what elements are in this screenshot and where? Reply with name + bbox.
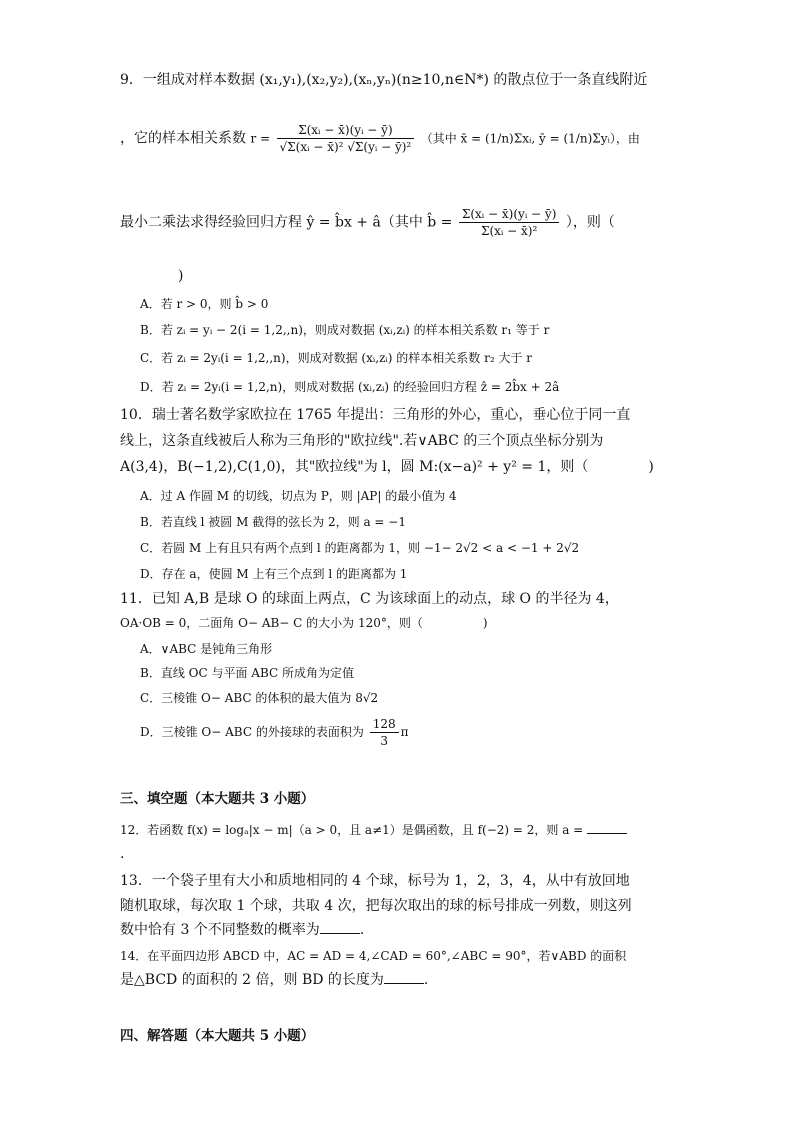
q13-answer-blank [320, 919, 360, 934]
b-formula [459, 206, 560, 239]
q9-text-d: ），则（ [565, 214, 615, 231]
q10-stem-line2: 线上，这条直线被后人称为三角形的"欧拉线".若∨ABC 的三个顶点坐标分别为 [120, 433, 604, 449]
q9-stem-line2 [120, 122, 703, 155]
q10-stem-line1: 10．瑞士著名数学家欧拉在 1765 年提出：三角形的外心，重心，垂心位于同一直 [120, 407, 631, 423]
q11-text: OA·OB = 0，二面角 O− AB− C 的大小为 120°，则（ [120, 616, 423, 630]
q10-option-a: A．过 A 作圆 M 的切线，切点为 P，则 |AP| 的最小值为 4 [140, 489, 457, 503]
b-denominator: Σ(xᵢ − x̄)² [480, 224, 538, 238]
q14-stem-line1: 14．在平面四边形 ABCD 中，AC = AD = 4,∠CAD = 60°,∠ABC = 90°，若∨ABD 的面积 [120, 949, 627, 963]
q10-text: A(3,4)，B(−1,2),C(1,0)，其"欧拉线"为 l，圆 M:(x−a)² + y² = 1，则（ [120, 459, 589, 475]
q12-stem-line1 [120, 818, 703, 842]
q13-stem-line1: 13．一个袋子里有大小和质地相同的 4 个球，标号为 1，2，3，4，从中有放回地 [120, 873, 630, 889]
q9-stem-line1: 9．一组成对样本数据 (x₁,y₁),(x₂,y₂),(xₙ,yₙ)(n≥10,n∈N*) 的散点位于一条直线附近 [120, 72, 648, 88]
q14-period: . [423, 972, 429, 988]
q9-stem-line3 [120, 206, 703, 239]
b-numerator: Σ(xᵢ − x̄)(yᵢ − ȳ) [459, 206, 560, 223]
r-denominator: √Σ(xᵢ − x̄)² √Σ(yᵢ − ȳ)² [279, 140, 412, 154]
q11-d-pi: π [400, 725, 409, 739]
q9-text-b: （其中 x̄ = (1/n)Σxᵢ, ȳ = (1/n)Σyᵢ），由 [420, 131, 640, 146]
q12-period: . [120, 846, 125, 862]
q13-period: . [359, 922, 365, 938]
q14-text: 是△BCD 的面积的 2 倍，则 BD 的长度为 [120, 972, 384, 988]
q13-stem-line2: 随机取球，每次取 1 个球，共取 4 次，把每次取出的球的标号排成一列数，则这列 [120, 898, 632, 914]
q11-stem-line1: 11．已知 A,B 是球 O 的球面上两点，C 为该球面上的动点，球 O 的半径为 4， [120, 591, 619, 607]
q14-stem-line2 [120, 968, 703, 992]
q11-option-c: C．三棱锥 O− ABC 的体积的最大值为 8√2 [140, 691, 379, 705]
q11-option-d [140, 716, 703, 749]
q11-paren-close: ) [482, 616, 488, 630]
q10-stem-line3 [120, 455, 703, 479]
q10-option-d: D．存在 a，使圆 M 上有三个点到 l 的距离都为 1 [140, 567, 408, 581]
q10-option-c: C．若圆 M 上有且只有两个点到 l 的距离都为 1，则 −1− 2√2 < a < −1 + 2√2 [140, 541, 580, 555]
q9-text-a: ，它的样本相关系数 [120, 130, 246, 147]
q11-option-a: A．∨ABC 是钝角三角形 [140, 642, 273, 656]
section-4-heading: 四、解答题（本大题共 5 小题） [120, 1028, 315, 1044]
q12-answer-blank [587, 819, 627, 834]
q10-paren-close: ) [648, 459, 654, 475]
q13-stem-line3 [120, 918, 703, 942]
q13-text: 数中恰有 3 个不同整数的概率为 [120, 922, 320, 938]
q11-option-b: B．直线 OC 与平面 ABC 所成角为定值 [140, 666, 354, 680]
q9-text-c: 最小二乘法求得经验回归方程 ŷ = b̂x + â（其中 b̂ = [120, 214, 453, 231]
q12-text: 12．若函数 f(x) = logₐ|x − m|（a > 0，且 a≠1）是偶函数，且 f(−2) = 2，则 a = [120, 823, 584, 837]
r-numerator: Σ(xᵢ − x̄)(yᵢ − ȳ) [277, 122, 415, 139]
q14-answer-blank [384, 969, 424, 984]
q11-stem-line2 [120, 611, 703, 635]
q11-d-fraction [370, 716, 399, 749]
r-formula [277, 122, 415, 155]
q10-option-b: B．若直线 l 被圆 M 截得的弦长为 2，则 a = −1 [140, 515, 406, 529]
q11-d-text: D．三棱锥 O− ABC 的外接球的表面积为 [140, 725, 364, 739]
r-symbol: r = [250, 131, 271, 146]
section-3-heading: 三、填空题（本大题共 3 小题） [120, 791, 315, 807]
q9-option-d: D．若 zᵢ = 2yᵢ(i = 1,2,n)，则成对数据 (xᵢ,zᵢ) 的经验回归方程 ẑ = 2b̂x + 2â [140, 380, 560, 394]
q9-paren-close: ) [178, 268, 184, 284]
q11-d-denominator: 3 [380, 734, 388, 748]
q9-option-c: C．若 zᵢ = 2yᵢ(i = 1,2,,n)，则成对数据 (xᵢ,zᵢ) 的样本相关系数 r₂ 大于 r [140, 351, 533, 365]
q9-option-b: B．若 zᵢ = yᵢ − 2(i = 1,2,,n)，则成对数据 (xᵢ,zᵢ) 的样本相关系数 r₁ 等于 r [140, 323, 550, 337]
q11-d-numerator: 128 [370, 716, 399, 733]
q9-option-a: A．若 r > 0，则 b̂ > 0 [140, 297, 269, 311]
